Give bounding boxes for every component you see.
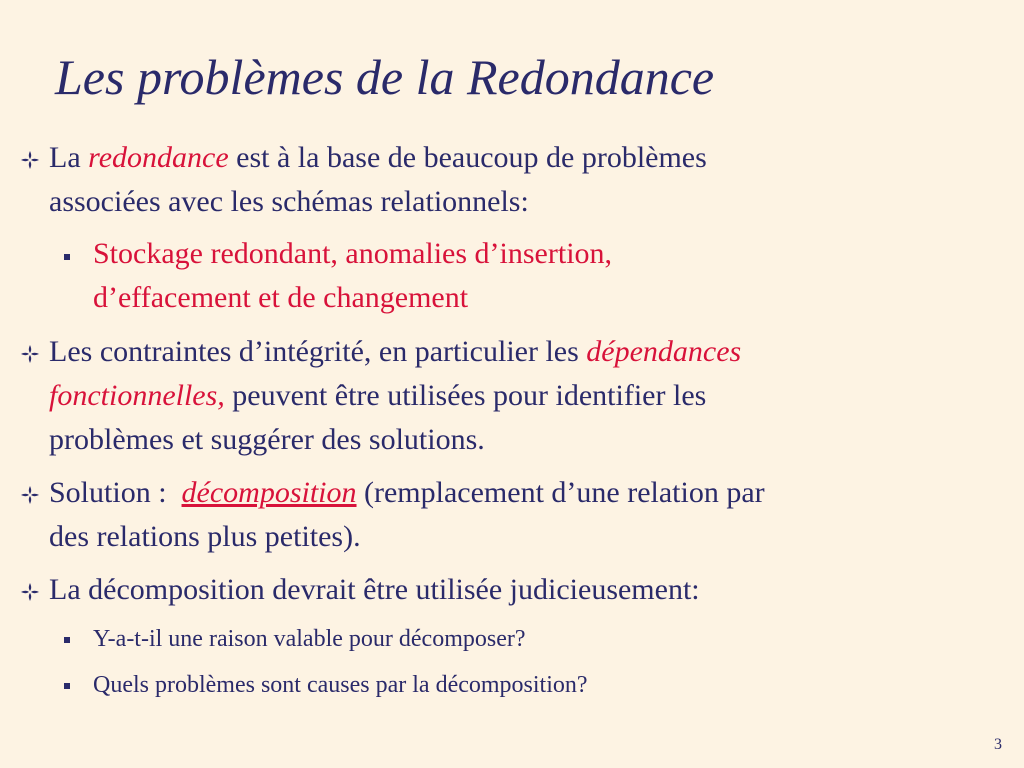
emphasis-term: décomposition: [181, 476, 357, 509]
emphasis-term: redondance: [88, 141, 229, 174]
page-number: 3: [994, 736, 1002, 753]
bullet-text: La décomposition devrait être utilisée judicieusement:: [49, 573, 700, 606]
square-bullet-icon: [64, 254, 70, 260]
bullet-text: problèmes et suggérer des solutions.: [49, 423, 485, 456]
bullet-text: des relations plus petites).: [49, 520, 361, 553]
bullet-text: Solution :: [49, 476, 175, 509]
emphasis-term: fonctionnelles,: [49, 379, 225, 412]
bullet-text: associées avec les schémas relationnels:: [49, 185, 529, 218]
square-bullet-icon: [64, 683, 70, 689]
sub-bullet-text: Quels problèmes sont causes par la décomposition?: [93, 672, 588, 698]
sub-bullet-text: d’effacement et de changement: [93, 281, 469, 314]
sub-bullet-text: Y-a-t-il une raison valable pour décomposer?: [93, 626, 526, 652]
four-petal-diamond-icon: [20, 344, 40, 364]
emphasis-term: dépendances: [586, 335, 742, 368]
four-petal-diamond-icon: [20, 150, 40, 170]
sub-bullet-text: Stockage redondant, anomalies d’insertion,: [93, 237, 613, 270]
bullet-text: est à la base de beaucoup de problèmes: [228, 141, 707, 174]
slide-title: Les problèmes de la Redondance: [55, 49, 715, 105]
four-petal-diamond-icon: [20, 485, 40, 505]
four-petal-diamond-icon: [20, 582, 40, 602]
bullet-text: (remplacement d’une relation par: [356, 476, 765, 509]
bullet-text: La: [49, 141, 89, 174]
square-bullet-icon: [64, 637, 70, 643]
bullet-text: peuvent être utilisées pour identifier les: [224, 379, 707, 412]
bullet-text: Les contraintes d’intégrité, en particulier les: [49, 335, 587, 368]
